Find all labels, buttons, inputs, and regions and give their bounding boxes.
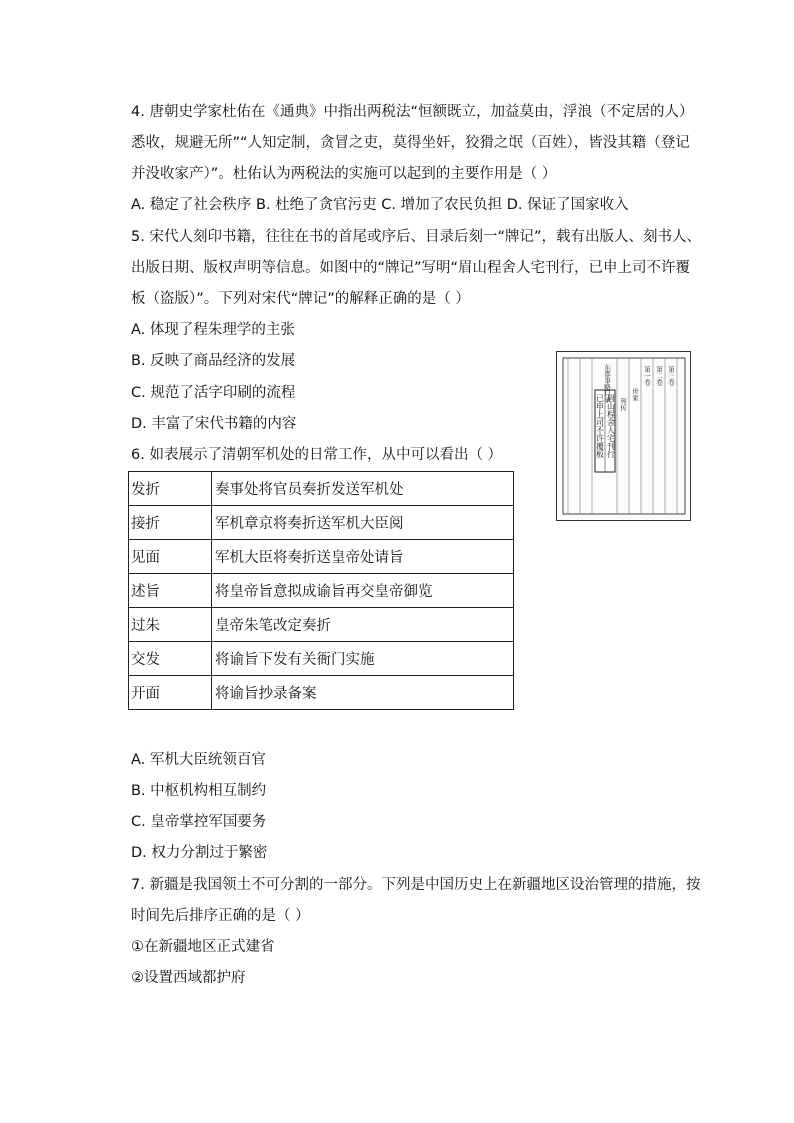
q5-option-d: D. 丰富了宋代书籍的内容 [131,416,297,432]
paiji-label-main: 眉山程舍人宅刊行 [606,394,616,458]
paiji-col-text-3: 第三卷 [667,366,675,386]
table-cell-step: 开面 [129,676,212,710]
grand-council-table [128,471,514,710]
q5-stem-line-3: 板（盗版）”。下列对宋代“牌记”的解释正确的是（ ） [131,291,470,307]
table-cell-desc: 军机章京将奏折送军机大臣阅 [212,506,514,540]
paiji-illustration [557,352,691,521]
table-row [129,540,514,574]
table-cell-step: 过朱 [129,608,212,642]
q7-item-1: ①在新疆地区正式建省 [131,939,275,955]
q6-option-c: C. 皇帝掌控军国要务 [131,814,267,830]
q6-option-d: D. 权力分割过于繁密 [131,845,268,861]
table-row [129,608,514,642]
paiji-figure [556,351,691,521]
table-cell-desc: 军机大臣将奏折送皇帝处请旨 [212,540,514,574]
table-row [129,676,514,710]
q5-stem-line-2: 出版日期、版权声明等信息。如图中的“牌记”写明“眉山程舍人宅刊行，已申上司不许覆 [131,260,691,276]
table-cell-step: 见面 [129,540,212,574]
table-row [129,506,514,540]
q4-stem-line-1: 4. 唐朝史学家杜佑在《通典》中指出两税法“恒额既立，加益莫由，浮浪（不定居的人） [131,104,694,120]
table-cell-step: 发折 [129,472,212,506]
q5-option-a: A. 体现了程朱理学的主张 [131,322,295,338]
paiji-label-sub: 已申上司不许覆板 [595,394,605,458]
q7-stem-line-2: 时间先后排序正确的是（ ） [131,908,310,924]
q7-stem-line-1: 7. 新疆是我国领土不可分割的一部分。下列是中国历史上在新疆地区设治管理的措施，按 [131,877,701,893]
q6-stem: 6. 如表展示了清朝军机处的日常工作，从中可以看出（ ） [131,447,503,463]
table-row [129,642,514,676]
q4-stem-line-2: 悉收，规避无所”“人知定制，贪冒之吏，莫得坐奸，狡猾之氓（百姓），皆没其籍（登记 [131,135,690,151]
paiji-title-text: 东都事略目录 [603,364,611,403]
q6-option-b: B. 中枢机构相互制约 [131,783,267,799]
q5-stem-line-1: 5. 宋代人刻印书籍，往往在书的首尾或序后、目录后刻一“牌记”，载有出版人、刻书人、 [131,229,701,245]
q5-option-b: B. 反映了商品经济的发展 [131,353,296,369]
table-cell-desc: 奏事处将官员奏折发送军机处 [212,472,514,506]
paiji-col-text-1: 第一卷 [643,366,651,386]
paiji-col-text-2: 第二卷 [655,366,663,386]
q5-option-c: C. 规范了活字印刷的流程 [131,385,296,401]
q4-options: A. 稳定了社会秩序 B. 杜绝了贪官污吏 C. 增加了农民负担 D. 保证了国家收入 [131,197,629,213]
table-cell-desc: 将皇帝旨意拟成谕旨再交皇帝御览 [212,574,514,608]
q4-stem-line-3: 并没收家产）”。杜佑认为两税法的实施可以起到的主要作用是（ ） [131,166,557,182]
table-cell-step: 交发 [129,642,212,676]
table-cell-desc: 皇帝朱笔改定奏折 [212,608,514,642]
table-cell-step: 接折 [129,506,212,540]
q6-option-a: A. 军机大臣统领百官 [131,752,266,768]
table-row [129,472,514,506]
table-cell-desc: 将谕旨下发有关衙门实施 [212,642,514,676]
table-cell-desc: 将谕旨抄录备案 [212,676,514,710]
q7-item-2: ②设置西域都护府 [131,970,246,986]
paiji-col-text-5: 列传 [619,398,627,411]
table-cell-step: 述旨 [129,574,212,608]
table-row [129,574,514,608]
paiji-col-text-4: 世家 [631,388,639,401]
